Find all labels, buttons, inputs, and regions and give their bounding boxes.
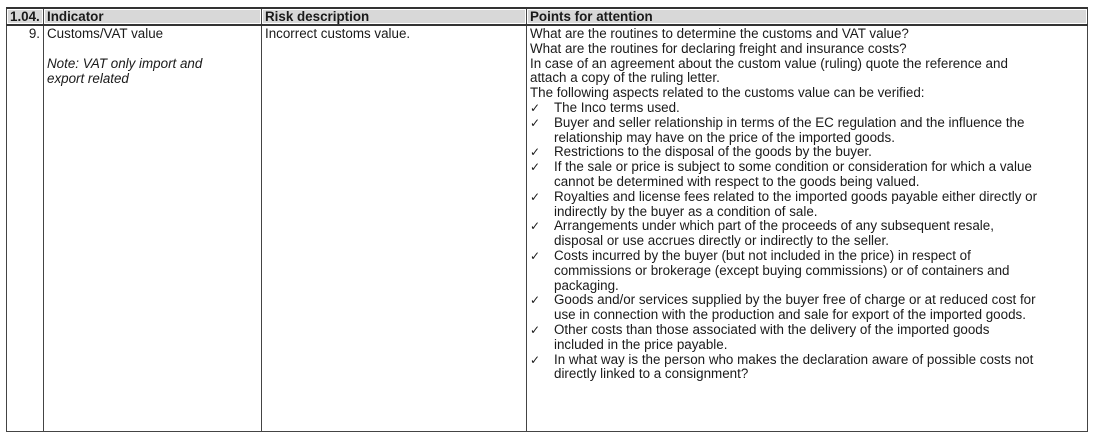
checklist-item-line: In what way is the person who makes the declaration aware of possible costs not bbox=[554, 351, 1034, 367]
checklist-item-line: relationship may have on the price of the imported goods. bbox=[554, 129, 895, 145]
risk-indicator-table bbox=[6, 7, 1088, 432]
risk-text: Incorrect customs value. bbox=[265, 26, 411, 41]
checklist-item-line: packaging. bbox=[554, 277, 619, 293]
indicator-name: Customs/VAT value bbox=[47, 26, 164, 41]
checklist-item-line: Buyer and seller relationship in terms of the EC regulation and the influence the bbox=[554, 114, 1025, 130]
note-line: export related bbox=[47, 70, 129, 86]
checklist-item-text bbox=[554, 293, 1084, 323]
checklist-item-line: Costs incurred by the buyer (but not included in the price) in respect of bbox=[554, 247, 971, 263]
checklist-item-line: cannot be determined with respect to the goods being valued. bbox=[554, 173, 920, 189]
indicator-note bbox=[47, 57, 258, 87]
header-indicator: Indicator bbox=[44, 8, 262, 25]
checklist-item-line: Royalties and license fees related to the imported goods payable either directly or bbox=[554, 188, 1038, 204]
checklist-item bbox=[530, 219, 1084, 249]
checklist-item-text bbox=[554, 353, 1084, 383]
checklist-item bbox=[530, 353, 1084, 383]
checkmark-icon: ✓ bbox=[530, 322, 541, 337]
checklist-item-line: commissions or brokerage (except buying commissions) or of containers and bbox=[554, 262, 1010, 278]
indicator-cell bbox=[44, 25, 262, 431]
checkmark-icon: ✓ bbox=[530, 100, 541, 115]
header-section-number: 1.04. bbox=[7, 8, 44, 25]
header-points-for-attention: Points for attention bbox=[527, 8, 1088, 25]
checklist-item-text bbox=[554, 190, 1084, 220]
note-line: Note: VAT only import and bbox=[47, 55, 203, 71]
verification-checklist bbox=[530, 101, 1084, 382]
checkmark-icon: ✓ bbox=[530, 145, 541, 160]
table-row bbox=[7, 25, 1088, 431]
checklist-item bbox=[530, 323, 1084, 353]
points-for-attention-cell bbox=[527, 25, 1088, 431]
checkmark-icon: ✓ bbox=[530, 115, 541, 130]
checklist-item-line: Restrictions to the disposal of the goods by the buyer. bbox=[554, 144, 872, 160]
checklist-item-line: Goods and/or services supplied by the buyer free of charge or at reduced cost for bbox=[554, 292, 1036, 308]
checklist-item bbox=[530, 101, 1084, 116]
points-intro-line: What are the routines for declaring freight and insurance costs? bbox=[530, 40, 907, 56]
checklist-item bbox=[530, 116, 1084, 146]
risk-description-cell bbox=[262, 25, 527, 431]
checklist-item bbox=[530, 249, 1084, 293]
checklist-item bbox=[530, 145, 1084, 160]
points-intro bbox=[530, 27, 1084, 101]
checklist-item-line: Arrangements under which part of the proceeds of any subsequent resale, bbox=[554, 218, 994, 234]
checkmark-icon: ✓ bbox=[530, 293, 541, 308]
checklist-item-text bbox=[554, 101, 1084, 116]
checklist-item-line: included in the price payable. bbox=[554, 336, 728, 352]
checklist-item-text bbox=[554, 219, 1084, 249]
header-risk-description: Risk description bbox=[262, 8, 527, 25]
checklist-item-line: Other costs than those associated with the delivery of the imported goods bbox=[554, 321, 990, 337]
checkmark-icon: ✓ bbox=[530, 352, 541, 367]
checklist-item-line: use in connection with the production and sale for export of the imported goods. bbox=[554, 307, 1026, 323]
checklist-item bbox=[530, 190, 1084, 220]
checklist-item-text bbox=[554, 323, 1084, 353]
checklist-item-text bbox=[554, 145, 1084, 160]
checkmark-icon: ✓ bbox=[530, 189, 541, 204]
points-intro-line: In case of an agreement about the custom value (ruling) quote the reference and bbox=[530, 55, 1008, 71]
checklist-item-line: If the sale or price is subject to some condition or consideration for which a value bbox=[554, 159, 1032, 175]
points-intro-line: The following aspects related to the customs value can be verified: bbox=[530, 85, 925, 101]
checklist-item bbox=[530, 293, 1084, 323]
checklist-item-line: directly linked to a consignment? bbox=[554, 366, 749, 382]
checklist-item bbox=[530, 160, 1084, 190]
checklist-item-line: indirectly by the buyer as a condition of sale. bbox=[554, 203, 818, 219]
points-intro-line: attach a copy of the ruling letter. bbox=[530, 70, 720, 86]
checkmark-icon: ✓ bbox=[530, 160, 541, 175]
points-intro-line: What are the routines to determine the customs and VAT value? bbox=[530, 26, 909, 41]
checklist-item-line: The Inco terms used. bbox=[554, 99, 680, 115]
checklist-item-text bbox=[554, 249, 1084, 293]
checklist-item-text bbox=[554, 160, 1084, 190]
table-header-row bbox=[7, 8, 1088, 25]
row-number: 9. bbox=[7, 25, 44, 431]
checklist-item-text bbox=[554, 116, 1084, 146]
checkmark-icon: ✓ bbox=[530, 248, 541, 263]
checkmark-icon: ✓ bbox=[530, 219, 541, 234]
checklist-item-line: disposal or use accrues directly or indirectly to the seller. bbox=[554, 233, 889, 249]
